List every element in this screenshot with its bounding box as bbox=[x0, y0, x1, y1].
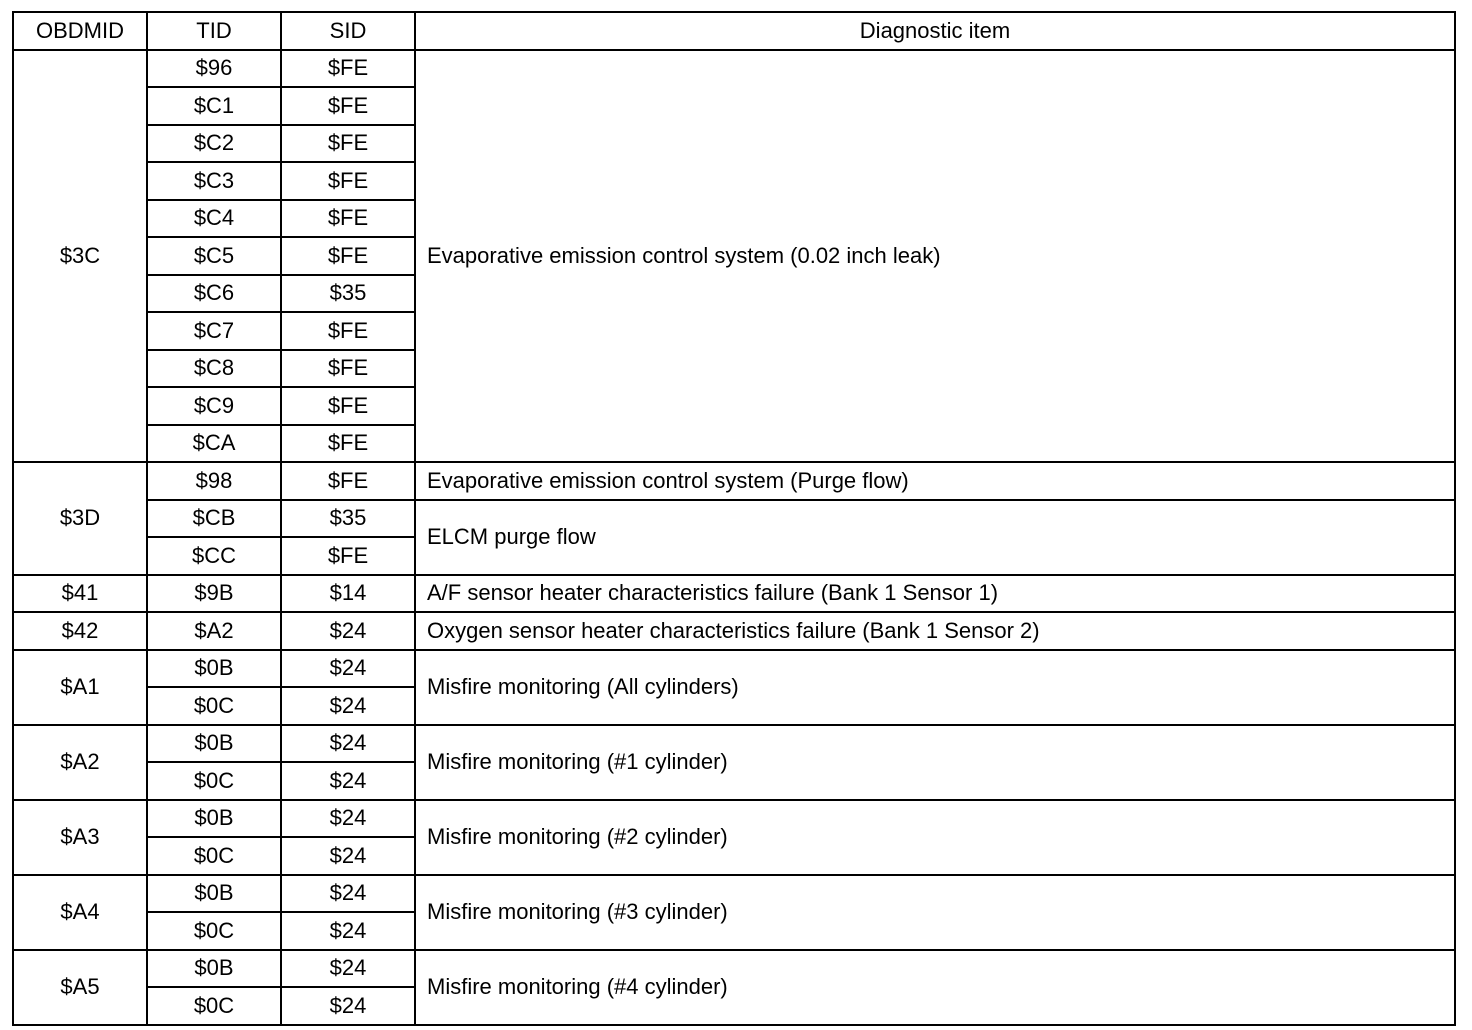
tid-cell: $C6 bbox=[147, 275, 281, 313]
diagnostic-item-cell: Misfire monitoring (#1 cylinder) bbox=[415, 725, 1455, 800]
obdmid-cell: $A1 bbox=[13, 650, 147, 725]
table-row bbox=[13, 650, 1455, 688]
table-row bbox=[13, 875, 1455, 913]
sid-cell: $24 bbox=[281, 837, 415, 875]
table-row bbox=[13, 575, 1455, 613]
obdmid-table bbox=[12, 11, 1456, 1026]
tid-cell: $0B bbox=[147, 875, 281, 913]
sid-cell: $FE bbox=[281, 425, 415, 463]
diagnostic-item-cell: Misfire monitoring (#4 cylinder) bbox=[415, 950, 1455, 1025]
header-row bbox=[13, 12, 1455, 50]
table-row bbox=[13, 462, 1455, 500]
sid-cell: $24 bbox=[281, 987, 415, 1025]
diagnostic-item-cell: Evaporative emission control system (0.02 inch leak) bbox=[415, 50, 1455, 463]
sid-cell: $FE bbox=[281, 200, 415, 238]
obdmid-cell: $A2 bbox=[13, 725, 147, 800]
diagnostic-item-cell: A/F sensor heater characteristics failure (Bank 1 Sensor 1) bbox=[415, 575, 1455, 613]
sid-cell: $FE bbox=[281, 87, 415, 125]
obdmid-cell: $42 bbox=[13, 612, 147, 650]
diagnostic-item-cell: Misfire monitoring (#3 cylinder) bbox=[415, 875, 1455, 950]
sid-cell: $24 bbox=[281, 950, 415, 988]
sid-cell: $24 bbox=[281, 725, 415, 763]
table-row bbox=[13, 500, 1455, 538]
sid-cell: $24 bbox=[281, 762, 415, 800]
obdmid-cell: $3D bbox=[13, 462, 147, 575]
sid-cell: $24 bbox=[281, 912, 415, 950]
tid-cell: $C8 bbox=[147, 350, 281, 388]
sid-cell: $FE bbox=[281, 312, 415, 350]
tid-cell: $CC bbox=[147, 537, 281, 575]
tid-cell: $C2 bbox=[147, 125, 281, 163]
tid-cell: $CA bbox=[147, 425, 281, 463]
table-body bbox=[13, 50, 1455, 1025]
sid-cell: $24 bbox=[281, 612, 415, 650]
header-sid: SID bbox=[281, 12, 415, 50]
obdmid-cell: $3C bbox=[13, 50, 147, 463]
diagnostic-item-cell: ELCM purge flow bbox=[415, 500, 1455, 575]
tid-cell: $C4 bbox=[147, 200, 281, 238]
header-obdmid: OBDMID bbox=[13, 12, 147, 50]
diagnostic-item-cell: Oxygen sensor heater characteristics failure (Bank 1 Sensor 2) bbox=[415, 612, 1455, 650]
sid-cell: $24 bbox=[281, 800, 415, 838]
diagnostic-item-cell: Misfire monitoring (#2 cylinder) bbox=[415, 800, 1455, 875]
obdmid-cell: $41 bbox=[13, 575, 147, 613]
sid-cell: $35 bbox=[281, 500, 415, 538]
tid-cell: $0B bbox=[147, 650, 281, 688]
tid-cell: $A2 bbox=[147, 612, 281, 650]
tid-cell: $C3 bbox=[147, 162, 281, 200]
table-row bbox=[13, 800, 1455, 838]
tid-cell: $0B bbox=[147, 950, 281, 988]
table-header bbox=[13, 12, 1455, 50]
sid-cell: $FE bbox=[281, 162, 415, 200]
diagnostic-item-cell: Evaporative emission control system (Purge flow) bbox=[415, 462, 1455, 500]
tid-cell: $0C bbox=[147, 687, 281, 725]
tid-cell: $C9 bbox=[147, 387, 281, 425]
obdmid-cell: $A4 bbox=[13, 875, 147, 950]
tid-cell: $C7 bbox=[147, 312, 281, 350]
tid-cell: $0B bbox=[147, 725, 281, 763]
tid-cell: $9B bbox=[147, 575, 281, 613]
tid-cell: $C5 bbox=[147, 237, 281, 275]
sid-cell: $FE bbox=[281, 387, 415, 425]
sid-cell: $FE bbox=[281, 350, 415, 388]
diagnostic-item-cell: Misfire monitoring (All cylinders) bbox=[415, 650, 1455, 725]
table-row bbox=[13, 725, 1455, 763]
table-row bbox=[13, 50, 1455, 88]
tid-cell: $0C bbox=[147, 762, 281, 800]
header-diagnostic-item: Diagnostic item bbox=[415, 12, 1455, 50]
sid-cell: $FE bbox=[281, 237, 415, 275]
sid-cell: $24 bbox=[281, 875, 415, 913]
tid-cell: $96 bbox=[147, 50, 281, 88]
sid-cell: $35 bbox=[281, 275, 415, 313]
tid-cell: $0C bbox=[147, 912, 281, 950]
obdmid-cell: $A3 bbox=[13, 800, 147, 875]
tid-cell: $0C bbox=[147, 987, 281, 1025]
sid-cell: $FE bbox=[281, 537, 415, 575]
table-row bbox=[13, 950, 1455, 988]
tid-cell: $CB bbox=[147, 500, 281, 538]
tid-cell: $98 bbox=[147, 462, 281, 500]
sid-cell: $FE bbox=[281, 462, 415, 500]
sid-cell: $24 bbox=[281, 687, 415, 725]
table-row bbox=[13, 612, 1455, 650]
sid-cell: $14 bbox=[281, 575, 415, 613]
obdmid-cell: $A5 bbox=[13, 950, 147, 1025]
tid-cell: $0B bbox=[147, 800, 281, 838]
tid-cell: $C1 bbox=[147, 87, 281, 125]
header-tid: TID bbox=[147, 12, 281, 50]
sid-cell: $FE bbox=[281, 125, 415, 163]
sid-cell: $FE bbox=[281, 50, 415, 88]
sid-cell: $24 bbox=[281, 650, 415, 688]
tid-cell: $0C bbox=[147, 837, 281, 875]
